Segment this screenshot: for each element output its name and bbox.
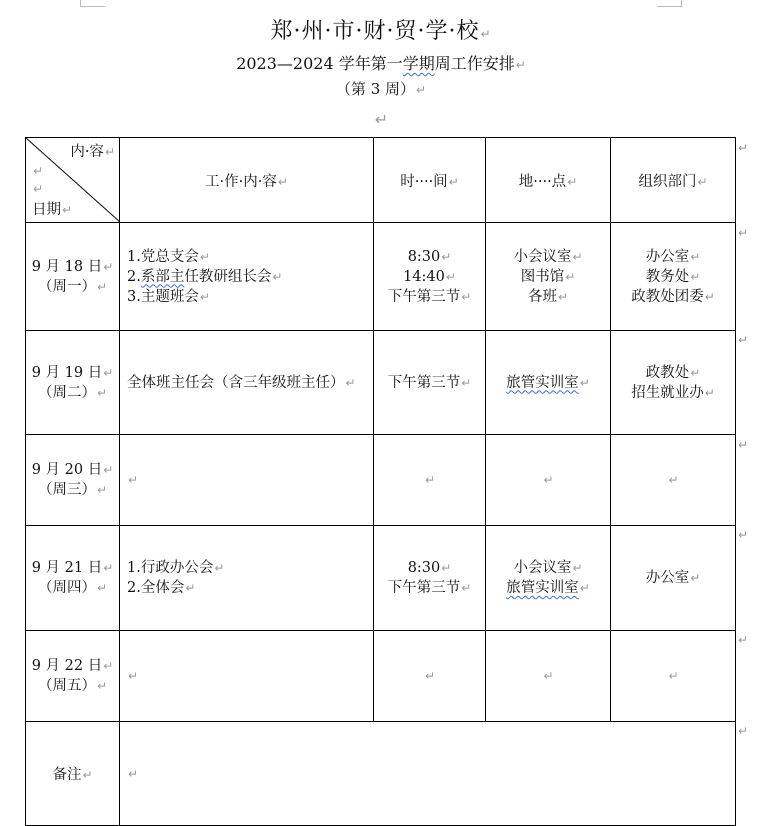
dept-item xyxy=(611,363,735,383)
paragraph-mark-icon: ↵ xyxy=(128,473,139,487)
paragraph-mark-icon: ↵ xyxy=(103,463,114,477)
place-cell[interactable] xyxy=(486,223,611,331)
paragraph-mark-icon: ↵ xyxy=(461,581,472,595)
remarks-row xyxy=(26,722,736,826)
dept-cell[interactable] xyxy=(611,223,736,331)
place-item-prefix: 小会议室 xyxy=(513,248,572,265)
paragraph-mark-icon: ↵ xyxy=(704,289,715,304)
paragraph-mark-icon: ↵ xyxy=(690,249,701,264)
paragraph-mark-icon: ↵ xyxy=(543,669,554,683)
paragraph-mark-icon: ↵ xyxy=(690,365,701,380)
place-item xyxy=(486,247,610,267)
paragraph-mark-icon: ↵ xyxy=(424,669,436,683)
time-cell[interactable] xyxy=(374,526,486,631)
remarks-content[interactable] xyxy=(120,722,736,826)
dept-item xyxy=(611,247,735,267)
time-item xyxy=(374,267,485,287)
paragraph-mark-icon: ↵ xyxy=(448,174,459,189)
paragraph-mark-icon: ↵ xyxy=(128,766,139,781)
weekday-label xyxy=(26,578,119,598)
date-label xyxy=(26,363,119,383)
place-item xyxy=(486,373,610,393)
school-title: 郑·州·市·财·贸·学·校↵ xyxy=(270,19,492,44)
work-content-cell[interactable] xyxy=(120,631,374,722)
work-item xyxy=(127,287,373,307)
paragraph-mark-icon: ↵ xyxy=(579,581,590,595)
time-cell[interactable] xyxy=(374,435,486,526)
paragraph-mark-icon: ↵ xyxy=(480,27,492,41)
weekday-label-text: （周三） xyxy=(37,482,96,498)
time-item xyxy=(374,578,485,598)
weekday-label-text: （周五） xyxy=(37,678,96,694)
schedule-row xyxy=(26,435,736,526)
paragraph-mark-icon: ↵ xyxy=(199,289,210,304)
time-item-text: 8:30 xyxy=(407,248,441,265)
dept-item-text: 教务处 xyxy=(645,268,690,285)
row-end-mark-icon: ↵ xyxy=(738,724,749,738)
schedule-row xyxy=(26,331,736,435)
row-end-mark-icon: ↵ xyxy=(738,141,749,155)
time-item xyxy=(374,287,485,307)
place-item xyxy=(486,578,610,598)
paragraph-mark-icon: ↵ xyxy=(96,483,108,497)
spellcheck-underlined-text: 旅管实训室 xyxy=(506,580,579,596)
paragraph-mark-icon: ↵ xyxy=(565,269,576,284)
weekday-label xyxy=(26,480,119,500)
dept-item xyxy=(611,383,735,403)
paragraph-mark-icon: ↵ xyxy=(697,174,708,189)
weekday-label xyxy=(26,383,119,403)
column-header-time: 时····间↵ xyxy=(374,138,486,223)
time-item xyxy=(374,373,485,393)
date-cell xyxy=(26,331,120,435)
dept-item-text: 办公室 xyxy=(645,248,690,265)
time-item xyxy=(374,558,485,578)
diagonal-header-cell xyxy=(26,138,120,223)
work-item-suffix: 任教研组长会 xyxy=(184,268,272,285)
paragraph-mark-icon: ↵ xyxy=(572,561,583,575)
paragraph-mark-icon: ↵ xyxy=(690,269,701,284)
date-label-text: 9 月 20 日 xyxy=(31,462,103,478)
paragraph-mark-icon: ↵ xyxy=(441,249,452,264)
paragraph-mark-icon: ↵ xyxy=(690,571,701,585)
paragraph-mark-icon: ↵ xyxy=(704,385,715,400)
spellcheck-underlined-text: 旅管实训室 xyxy=(506,374,579,391)
place-cell[interactable] xyxy=(486,526,611,631)
row-end-mark-icon: ↵ xyxy=(738,438,749,452)
work-content-cell[interactable] xyxy=(120,331,374,435)
row-end-mark-icon: ↵ xyxy=(738,528,749,542)
paragraph-mark-icon: ↵ xyxy=(103,365,114,380)
dept-item xyxy=(611,267,735,287)
paragraph-mark-icon: ↵ xyxy=(572,249,583,264)
dept-cell[interactable] xyxy=(611,526,736,631)
paragraph-mark-icon: ↵ xyxy=(277,174,288,189)
time-item-text: 下午第三节 xyxy=(387,374,461,391)
dept-item xyxy=(611,568,735,588)
paragraph-mark-icon: ↵ xyxy=(103,259,114,274)
paragraph-mark-icon: ↵ xyxy=(374,110,389,129)
date-cell xyxy=(26,223,120,331)
corner-content-label: 内·容↵ xyxy=(70,144,115,160)
paragraph-mark-icon: ↵ xyxy=(96,385,108,400)
weekday-label xyxy=(26,277,119,297)
paragraph-mark-icon: ↵ xyxy=(543,473,554,487)
paragraph-mark-icon: ↵ xyxy=(515,58,526,72)
remarks-label: 备注↵ xyxy=(26,722,120,826)
weekday-label xyxy=(26,676,119,696)
paragraph-mark-icon: ↵ xyxy=(33,182,44,196)
paragraph-mark-icon: ↵ xyxy=(441,561,452,575)
paragraph-mark-icon: ↵ xyxy=(103,561,114,575)
row-end-mark-icon: ↵ xyxy=(738,226,749,240)
column-header-place: 地····点↵ xyxy=(486,138,611,223)
date-label xyxy=(26,257,119,277)
column-header-dept: 组织部门↵ xyxy=(611,138,736,223)
place-item xyxy=(486,287,610,307)
week-number: （第 3 周）↵ xyxy=(335,80,427,98)
work-item-prefix: 1.党总支会 xyxy=(127,248,199,265)
paragraph-mark-icon: ↵ xyxy=(96,581,108,595)
paragraph-mark-icon: ↵ xyxy=(272,269,283,284)
work-content-cell[interactable] xyxy=(120,435,374,526)
schedule-row xyxy=(26,631,736,722)
place-item-prefix: 小会议室 xyxy=(513,560,572,576)
paragraph-mark-icon: ↵ xyxy=(96,279,108,294)
dept-cell[interactable] xyxy=(611,435,736,526)
paragraph-mark-icon: ↵ xyxy=(185,581,196,595)
date-cell xyxy=(26,435,120,526)
row-end-mark-icon: ↵ xyxy=(738,633,749,647)
work-item xyxy=(127,578,373,598)
work-item xyxy=(127,558,373,578)
time-item-text: 下午第三节 xyxy=(387,580,461,596)
date-label-text: 9 月 19 日 xyxy=(31,364,103,381)
date-label-text: 9 月 22 日 xyxy=(31,658,103,674)
weekday-label-text: （周一） xyxy=(37,278,96,295)
date-label-text: 9 月 18 日 xyxy=(31,258,103,275)
paragraph-mark-icon: ↵ xyxy=(668,473,679,487)
dept-cell[interactable] xyxy=(611,331,736,435)
work-item xyxy=(127,373,373,393)
dept-item-text: 政教处 xyxy=(645,364,690,381)
paragraph-mark-icon: ↵ xyxy=(104,145,115,159)
time-cell[interactable] xyxy=(374,631,486,722)
work-item-prefix: 2.全体会 xyxy=(127,580,185,596)
work-item-prefix: 全体班主任会（含三年级班主任） xyxy=(127,374,345,391)
paragraph-mark-icon: ↵ xyxy=(424,473,436,487)
weekly-schedule-table xyxy=(25,137,736,826)
dept-item xyxy=(611,287,735,307)
page-corner-mark-left xyxy=(80,0,105,7)
spellcheck-underlined-text: 学期 xyxy=(402,54,435,73)
work-item xyxy=(127,267,373,287)
time-item-text: 14:40 xyxy=(403,268,445,285)
paragraph-mark-icon: ↵ xyxy=(461,375,472,390)
date-label-text: 9 月 21 日 xyxy=(31,560,103,576)
paragraph-mark-icon: ↵ xyxy=(461,289,472,304)
paragraph-mark-icon: ↵ xyxy=(82,768,93,782)
paragraph-mark-icon: ↵ xyxy=(96,679,108,693)
weekday-label-text: （周二） xyxy=(37,384,96,401)
work-item-prefix: 2. xyxy=(127,268,141,285)
time-item-text: 下午第三节 xyxy=(387,288,461,305)
paragraph-mark-icon: ↵ xyxy=(33,164,44,178)
paragraph-mark-icon: ↵ xyxy=(214,561,225,575)
work-item-prefix: 1.行政办公会 xyxy=(127,560,214,576)
date-label xyxy=(26,656,119,676)
work-content-cell[interactable] xyxy=(120,223,374,331)
dept-item-text: 招生就业办 xyxy=(631,384,704,401)
place-cell[interactable] xyxy=(486,435,611,526)
work-item xyxy=(127,247,373,267)
paragraph-mark-icon: ↵ xyxy=(668,669,679,683)
place-item xyxy=(486,558,610,578)
date-cell xyxy=(26,631,120,722)
paragraph-mark-icon: ↵ xyxy=(128,669,139,683)
spellcheck-underlined-text: 系部主 xyxy=(140,268,185,285)
time-cell[interactable] xyxy=(374,223,486,331)
time-item-text: 8:30 xyxy=(407,560,441,576)
date-cell xyxy=(26,526,120,631)
paragraph-mark-icon: ↵ xyxy=(579,375,590,390)
table-header-row xyxy=(26,138,736,223)
blank-paragraph xyxy=(0,110,762,129)
schedule-row xyxy=(26,526,736,631)
date-label xyxy=(26,558,119,578)
work-content-cell[interactable] xyxy=(120,526,374,631)
time-cell[interactable] xyxy=(374,331,486,435)
place-item-prefix: 图书馆 xyxy=(520,268,565,285)
place-item-prefix: 各班 xyxy=(527,288,557,305)
paragraph-mark-icon: ↵ xyxy=(103,659,114,673)
paragraph-mark-icon: ↵ xyxy=(445,269,456,284)
row-end-mark-icon: ↵ xyxy=(738,333,749,347)
schedule-row xyxy=(26,223,736,331)
time-item xyxy=(374,247,485,267)
paragraph-mark-icon: ↵ xyxy=(62,203,73,217)
weekday-label-text: （周四） xyxy=(37,580,96,596)
place-cell[interactable] xyxy=(486,631,611,722)
schedule-subtitle: 2023—2024 学年第一学期周工作安排↵ xyxy=(236,54,526,73)
dept-cell[interactable] xyxy=(611,631,736,722)
place-cell[interactable] xyxy=(486,331,611,435)
place-item xyxy=(486,267,610,287)
page-corner-mark-right xyxy=(657,0,682,7)
dept-item-text: 办公室 xyxy=(645,570,690,586)
paragraph-mark-icon: ↵ xyxy=(416,83,427,97)
dept-item-text: 政教处团委 xyxy=(631,288,704,305)
corner-date-label: 日期↵ xyxy=(32,202,73,218)
paragraph-mark-icon: ↵ xyxy=(567,174,578,189)
column-header-work: 工·作·内·容↵ xyxy=(120,138,374,223)
work-item-prefix: 3.主题班会 xyxy=(127,288,199,305)
paragraph-mark-icon: ↵ xyxy=(557,289,569,304)
paragraph-mark-icon: ↵ xyxy=(345,375,356,390)
paragraph-mark-icon: ↵ xyxy=(199,249,210,264)
date-label xyxy=(26,460,119,480)
